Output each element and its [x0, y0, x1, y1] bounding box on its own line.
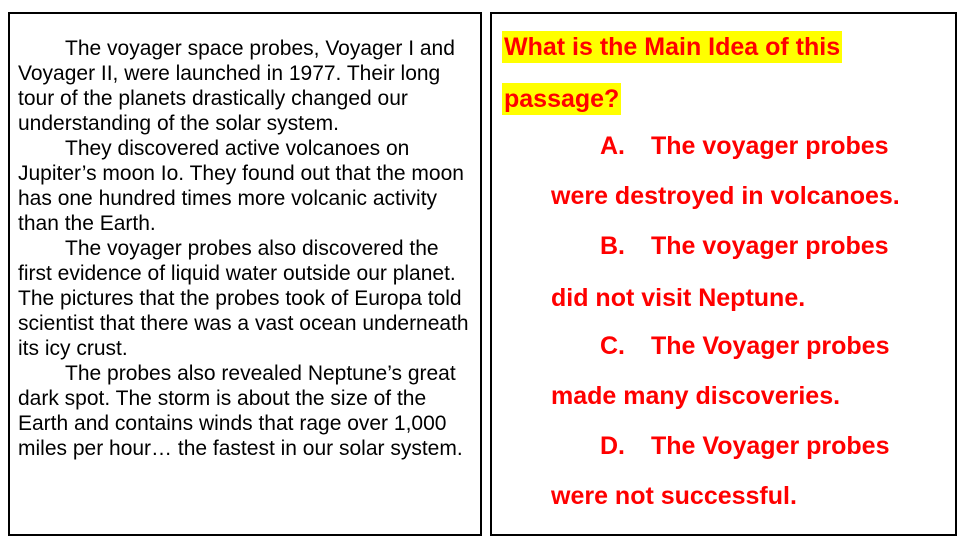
- answer-d-line-1: The Voyager probes: [651, 432, 890, 460]
- answer-d-label: D.: [600, 432, 625, 460]
- answer-a-label: A.: [600, 132, 625, 160]
- answer-b-line-2: did not visit Neptune.: [551, 284, 806, 312]
- question-prompt-line-1: What is the Main Idea of this: [504, 33, 841, 61]
- passage-paragraph-3: The voyager probes also discovered the first evidence of liquid water outside our planet. The pictures that the probes took of Europa told scientist that there was a vast ocean underneath its icy crust.: [18, 237, 469, 360]
- passage-paragraph-1: The voyager space probes, Voyager I and Voyager II, were launched in 1977. Their long tour of the planets drastically changed our understanding of the solar system.: [18, 37, 455, 135]
- answer-d-line-2: were not successful.: [551, 482, 797, 510]
- question-box: [490, 12, 957, 536]
- passage-paragraph-2: They discovered active volcanoes on Jupiter’s moon Io. They found out that the moon has one hundred times more volcanic activity than the Earth.: [18, 137, 464, 235]
- passage-box: [8, 12, 482, 536]
- answer-a-line-1: The voyager probes: [651, 132, 889, 160]
- passage-paragraph-4: The probes also revealed Neptune’s great dark spot. The storm is about the size of the Earth and contains winds that rage over 1,000 miles per hour… the fastest in our solar system.: [18, 362, 463, 460]
- answer-b-label: B.: [600, 232, 625, 260]
- answer-c-line-1: The Voyager probes: [651, 332, 890, 360]
- answer-b-line-1: The voyager probes: [651, 232, 889, 260]
- question-prompt-line-2: passage?: [504, 85, 620, 113]
- answer-c-label: C.: [600, 332, 625, 360]
- answer-c-line-2: made many discoveries.: [551, 382, 841, 410]
- answer-a-line-2: were destroyed in volcanoes.: [551, 182, 900, 210]
